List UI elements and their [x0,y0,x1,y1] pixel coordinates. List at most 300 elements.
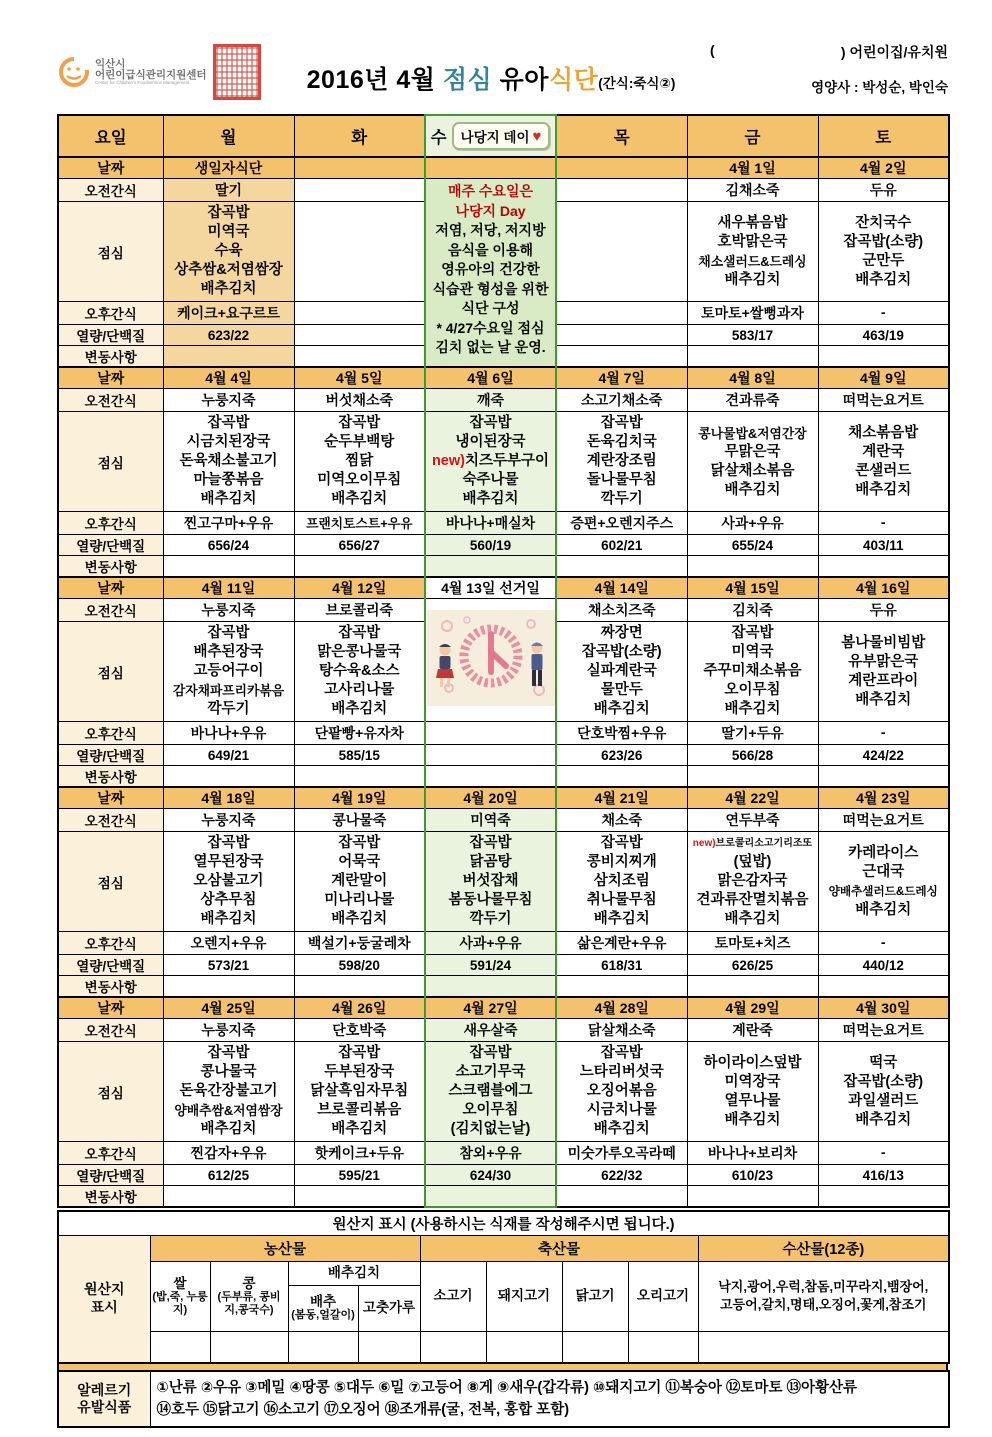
row-label-am-snack: 오전간식 [58,809,163,832]
snack-text: 케이크+요구르트 [177,305,280,321]
snack-text: 채소치즈죽 [587,602,656,618]
week-4-am-snack-row [58,809,949,832]
menu-item: 잡곡밥 [207,625,250,641]
nutrition-cell: 624/30 [425,1165,556,1186]
am-snack-cell [818,1019,949,1042]
date-text: 4월 26일 [332,1000,387,1016]
row-label-lunch: 점심 [58,622,163,722]
nutrition-cell: 622/32 [556,1165,687,1186]
lunch-cell [163,412,294,512]
changes-cell [818,346,949,368]
pm-snack-cell [687,512,818,535]
menu-item: 근대국 [862,863,905,880]
date-cell [163,787,294,809]
row-label-pm-snack: 오후간식 [58,722,163,745]
date-text: 4월 4일 [205,370,252,386]
menu-item: 삼치조림 [593,873,650,889]
lunch-cell [294,1042,425,1142]
pm-snack-cell [687,932,818,955]
origin-seafood-list [698,1261,949,1331]
menu-item: 배추김치 [200,281,257,297]
menu-item: 잡곡밥 [469,1045,512,1061]
date-text: 4월 13일 선거일 [441,580,540,596]
am-snack-cell [687,389,818,412]
allergen-list-line1: ①난류 ②우유 ③메밀 ④땅콩 ⑤대두 ⑥밀 ⑦고등어 ⑧게 ⑨새우(갑각류) ⑩돼지고기 ⑪복숭아 ⑫토마토 ⑬아황산류 [156,1379,858,1396]
am-snack-cell [163,389,294,412]
week-2-pm-snack-row [58,512,949,535]
changes-cell [294,976,425,998]
menu-item: 고등어구이 [193,663,264,679]
menu-item: 잡곡밥 [338,625,381,641]
menu-item: 열무된장국 [193,854,264,870]
new-item-flag: new) [692,838,716,849]
menu-item: 마늘쫑볶음 [193,472,264,488]
snack-text: 프랜치토스트+우유 [306,516,413,531]
title-lunch: 점심 [442,66,493,94]
menu-item: 미나리나물 [324,892,395,908]
menu-table [57,114,950,1208]
notice-line: 식습관 형성을 위한 [432,280,549,297]
snack-text: 참외+우유 [459,1145,522,1161]
date-text: 4월 9일 [859,370,907,386]
lunch-cell [294,202,425,302]
date-text: 생일자식단 [194,160,263,176]
menu-item: 양배추쌈&저염쌈장 [174,1103,283,1118]
snack-text: - [880,934,886,950]
menu-item: 배추김치 [200,911,257,927]
snack-text: 오렌지+우유 [190,935,267,951]
snack-text: 김치죽 [732,602,773,618]
lunch-cell [687,832,818,932]
day-header-fri: 금 [687,115,818,157]
date-cell [294,787,425,809]
nutrition-cell: 560/19 [425,535,556,556]
row-label-nutrition: 열량/단백질 [58,745,163,766]
lunch-cell [163,622,294,722]
snack-text: 삶은계란+우유 [577,935,667,951]
origin-duck: 오리고기 [628,1261,698,1331]
day-header-wed [425,115,556,157]
menu-item: 잡곡밥 [207,415,250,431]
lunch-cell [163,1042,294,1142]
menu-item: 버섯잡채 [462,873,519,889]
new-item-flag: new) [431,453,465,469]
date-cell [425,157,556,179]
menu-item: 잡곡밥(소량) [843,1073,924,1090]
nutrition-cell: 623/22 [163,325,294,346]
date-text: 4월 2일 [859,160,907,176]
pm-snack-cell [294,1142,425,1165]
date-text: 4월 12일 [332,580,387,596]
week-5-pm-snack-row [58,1142,949,1165]
am-snack-cell [294,1019,425,1042]
menu-item: 배추김치 [331,701,388,717]
lunch-cell [687,622,818,722]
changes-cell [818,976,949,998]
row-label-nutrition: 열량/단백질 [58,535,163,556]
lunch-cell [556,412,687,512]
changes-cell [163,346,294,368]
nutrition-cell: 598/20 [294,955,425,976]
nutrition-cell: 656/27 [294,535,425,556]
menu-item: 잡곡밥 [338,415,381,431]
facility-paren-open: ( [710,42,715,58]
menu-item: 잡곡밥 [207,205,250,221]
header-right [710,34,948,96]
snack-text: 버섯채소죽 [325,392,394,408]
origin-entry-cell [562,1331,628,1363]
origin-entry-row [58,1331,949,1363]
week-4-nutrition-row [58,955,949,976]
date-text: 4월 19일 [332,790,387,806]
menu-item: 맑은감자국 [717,873,788,889]
am-snack-cell [687,1019,818,1042]
pm-snack-cell [818,932,949,955]
origin-entry-cell [150,1331,210,1363]
snack-text: 채소죽 [601,812,643,828]
nutrition-cell: 583/17 [687,325,818,346]
menu-item: 돌나물무침 [586,472,657,488]
menu-item: 깍두기 [469,911,512,927]
menu-item: 잡곡밥 [600,1045,643,1061]
snack-text: 단호박죽 [332,1022,387,1038]
am-snack-cell [425,389,556,412]
row-label-changes: 변동사항 [58,556,163,578]
date-text: 4월 6일 [467,370,514,386]
date-text: 4월 29일 [725,1000,780,1016]
am-snack-cell [163,809,294,832]
menu-item: 배추김치 [855,901,912,918]
menu-item: 취나물무침 [586,892,657,908]
row-label-nutrition: 열량/단백질 [58,955,163,976]
date-cell [163,577,294,599]
changes-cell [294,556,425,578]
menu-item: 봄나물비빔밥 [841,634,926,651]
changes-cell [818,766,949,788]
lunch-cell [425,1042,556,1142]
week-5-am-snack-row [58,1019,949,1042]
menu-item: 채소샐러드&드레싱 [698,253,807,269]
date-cell [687,157,818,179]
nutrition-cell: 612/25 [163,1165,294,1186]
menu-item: 오이무침 [462,1102,519,1118]
week-5-lunch-row [58,1042,949,1142]
pm-snack-cell [556,722,687,745]
snack-text: 단팥빵+유자차 [314,725,404,741]
origin-rice-cell [150,1261,210,1331]
day-header-row [58,115,949,157]
pm-snack-cell [818,302,949,325]
menu-item: 미역오이무침 [317,472,402,488]
menu-item: 브로콜리볶음 [317,1102,402,1118]
origin-beef: 소고기 [420,1261,486,1331]
snack-text: 딸기+두유 [721,725,784,741]
lunch-cell [556,202,687,302]
menu-item: 콘샐러드 [855,462,912,479]
allergen-label-line2: 유발식품 [77,1399,132,1415]
row-label-am-snack: 오전간식 [58,389,163,412]
lunch-cell [556,622,687,722]
snack-text: 사과+우유 [721,515,784,531]
row-label-changes: 변동사항 [58,766,163,788]
lunch-cell [163,832,294,932]
nutrition-cell: 649/21 [163,745,294,766]
am-snack-cell [687,179,818,202]
lunch-cell [425,412,556,512]
lunch-cell [294,622,425,722]
day-header-sat: 토 [818,115,949,157]
snack-text: 두유 [869,602,897,618]
row-label-date: 날짜 [58,787,163,809]
lunch-cell [818,832,949,932]
week-5-date-row [58,997,949,1019]
origin-pork: 돼지고기 [486,1261,562,1331]
menu-item: 미역국 [731,644,774,660]
week-4-pm-snack-row [58,932,949,955]
date-cell [556,577,687,599]
page-header [57,34,948,108]
menu-item: 계란말이 [331,873,388,889]
lunch-cell [818,622,949,722]
snack-text: 누룽지죽 [201,602,256,618]
changes-cell [425,556,556,578]
changes-cell [163,1186,294,1208]
week-1-date-row [58,157,949,179]
row-label-changes: 변동사항 [58,976,163,998]
menu-item: 닭살채소볶음 [710,462,795,479]
snack-text: 브로콜리죽 [325,602,394,618]
menu-item: 소고기무국 [455,1064,526,1080]
snack-text: 떠먹는요거트 [842,392,924,408]
menu-item: 고사리나물 [324,682,395,698]
menu-item: 닭살흑임자무침 [310,1083,409,1099]
menu-item: 두부된장국 [324,1064,395,1080]
nutritionist-line: 영양사 : 박성순, 박인숙 [811,80,948,95]
lunch-cell [556,832,687,932]
snack-text: 떠먹는요거트 [842,1022,924,1038]
am-snack-cell [556,389,687,412]
am-snack-cell [294,179,425,202]
menu-item: 맑은콩나물국 [317,644,402,660]
row-label-date: 날짜 [58,157,163,179]
pm-snack-cell [818,722,949,745]
menu-item: 배추김치 [855,481,912,498]
menu-item: 잡곡밥 [338,1045,381,1061]
lunch-cell [294,832,425,932]
row-label-lunch: 점심 [58,412,163,512]
snack-text: 김채소죽 [725,182,780,198]
day-header-wed-label: 수 [430,129,447,147]
date-cell [818,997,949,1019]
date-cell [294,157,425,179]
week-1-am-snack-row [58,179,949,202]
changes-cell [687,766,818,788]
menu-item: 잔치국수 [855,214,912,231]
menu-item: 느타리버섯국 [579,1064,664,1080]
menu-item: 배추된장국 [193,644,264,660]
date-text: 4월 25일 [201,1000,256,1016]
allergen-table [57,1370,950,1428]
week-2-lunch-row [58,412,949,512]
menu-item: 탕수육&소스 [318,663,400,679]
date-text: 4월 18일 [201,790,256,806]
date-text: 4월 27일 [463,1000,518,1016]
menu-item: 군만두 [862,252,905,269]
menu-item: 과일샐러드 [848,1092,919,1109]
nutrition-cell: 573/21 [163,955,294,976]
lunch-cell [425,832,556,932]
snack-text: 닭살채소죽 [587,1022,656,1038]
nutrition-cell: 403/11 [818,535,949,556]
am-snack-cell [818,179,949,202]
origin-chicken: 닭고기 [562,1261,628,1331]
snack-text: - [880,514,886,530]
org-name-en: Center for Children's Foodservice Management [95,79,190,85]
snack-text: 견과류죽 [725,392,780,408]
menu-item: 콩나물국 [200,1064,257,1080]
pm-snack-cell [556,302,687,325]
am-snack-cell [294,809,425,832]
nutrition-cell [294,325,425,346]
changes-cell [818,1186,949,1208]
smiley-logo-icon [57,55,91,89]
lunch-cell [687,412,818,512]
nadangji-day-badge [452,122,551,150]
am-snack-cell [163,179,294,202]
date-text: 4월 21일 [594,790,649,806]
allergen-list [150,1371,949,1427]
am-snack-cell [556,179,687,202]
snack-text: 새우살죽 [463,1022,518,1038]
row-label-am-snack: 오전간식 [58,1019,163,1042]
date-cell [163,997,294,1019]
snack-text: 바나나+보리차 [707,1145,798,1161]
pm-snack-cell [425,722,556,745]
snack-text: 콩나물죽 [332,812,387,828]
date-text: 4월 20일 [463,790,518,806]
menu-item: 배추김치 [855,271,912,288]
facility-label: ) 어린이집/유치원 [840,44,948,60]
row-label-nutrition: 열량/단백질 [58,325,163,346]
snack-text: 단호박찜+우유 [577,725,667,741]
menu-item: new)치즈두부구이 [431,453,550,469]
menu-item: 닭곰탕 [469,854,512,870]
week-2-am-snack-row [58,389,949,412]
menu-item: 오징어볶음 [586,1083,657,1099]
menu-item: 채소볶음밥 [848,424,919,441]
date-text: 4월 11일 [201,580,256,596]
nutrition-cell: 655/24 [687,535,818,556]
changes-cell [687,346,818,368]
date-cell [425,367,556,389]
row-label-am-snack: 오전간식 [58,599,163,622]
date-cell [163,367,294,389]
menu-item: 숙주나물 [462,472,519,488]
date-cell [425,787,556,809]
nutrition-cell: 618/31 [556,955,687,976]
org-name [95,59,207,86]
date-cell [818,577,949,599]
pm-snack-cell [294,512,425,535]
pm-snack-cell [425,512,556,535]
menu-item: 잡곡밥 [469,415,512,431]
snack-text: 딸기 [214,182,243,198]
menu-item: 계란국 [862,443,905,460]
heart-icon: ♥ [532,127,542,145]
snack-text: - [880,304,886,320]
origin-cabbage-name: 배추 [309,1293,337,1309]
row-label-date: 날짜 [58,997,163,1019]
date-cell [687,577,818,599]
menu-item: 배추김치 [462,491,519,507]
menu-item: 잡곡밥 [207,1045,250,1061]
date-cell [294,577,425,599]
notice-line: * 4/27수요일 점심 [436,319,545,336]
notice-line: 식단 구성 [461,300,520,316]
changes-cell [425,766,556,788]
snack-text: 찐고구마+우유 [183,515,274,531]
menu-item: 카레라이스 [848,844,919,861]
date-text: 4월 14일 [594,580,649,596]
menu-item: 깍두기 [600,491,643,507]
date-cell [818,157,949,179]
election-day-illustration [427,610,556,706]
menu-item: new)브로콜리소고기리조또 [692,838,813,849]
date-cell [425,997,556,1019]
menu-item: 돈육간장불고기 [179,1083,278,1099]
origin-entry-cell [210,1331,288,1363]
day-header-thu: 목 [556,115,687,157]
nadangji-notice-cell [425,179,556,368]
origin-rice-name: 쌀 [173,1275,187,1291]
org-name-line1: 익산시 [95,57,126,70]
allergen-list-line2: ⑭호두 ⑮닭고기 ⑯소고기 ⑰오징어 ⑱조개류(굴, 전복, 홍합 포함) [156,1402,570,1418]
week-3-am-snack-row [58,599,949,622]
notice-line: 영유아의 건강한 [441,261,540,277]
menu-item: 미역국 [207,224,250,240]
menu-item: 배추김치 [724,911,781,927]
origin-cabbage-cell [288,1285,358,1331]
pm-snack-cell [163,302,294,325]
changes-cell [294,1186,425,1208]
date-cell [556,997,687,1019]
facility-line [710,42,948,62]
am-snack-cell [818,809,949,832]
date-cell [818,367,949,389]
am-snack-cell [294,599,425,622]
menu-item: 배추김치 [855,1111,912,1128]
snack-text: 토마토+쌀뻥과자 [701,305,804,321]
row-label-lunch: 점심 [58,832,163,932]
week-2-date-row [58,367,949,389]
changes-cell [425,976,556,998]
pm-snack-cell [163,512,294,535]
pm-snack-cell [687,1142,818,1165]
snack-text: 연두부죽 [725,812,780,828]
day-header-label: 요일 [58,115,163,157]
menu-item: 배추김치 [724,481,781,498]
menu-item: 물만두 [600,682,643,698]
am-snack-cell [425,809,556,832]
changes-cell [687,1186,818,1208]
lunch-cell [556,1042,687,1142]
origin-entry-cell [486,1331,562,1363]
origin-bean-name: 콩 [242,1275,256,1291]
snack-text: 누룽지죽 [201,812,256,828]
changes-cell [556,556,687,578]
nutrition-cell: 585/15 [294,745,425,766]
menu-sheet [57,34,948,1428]
